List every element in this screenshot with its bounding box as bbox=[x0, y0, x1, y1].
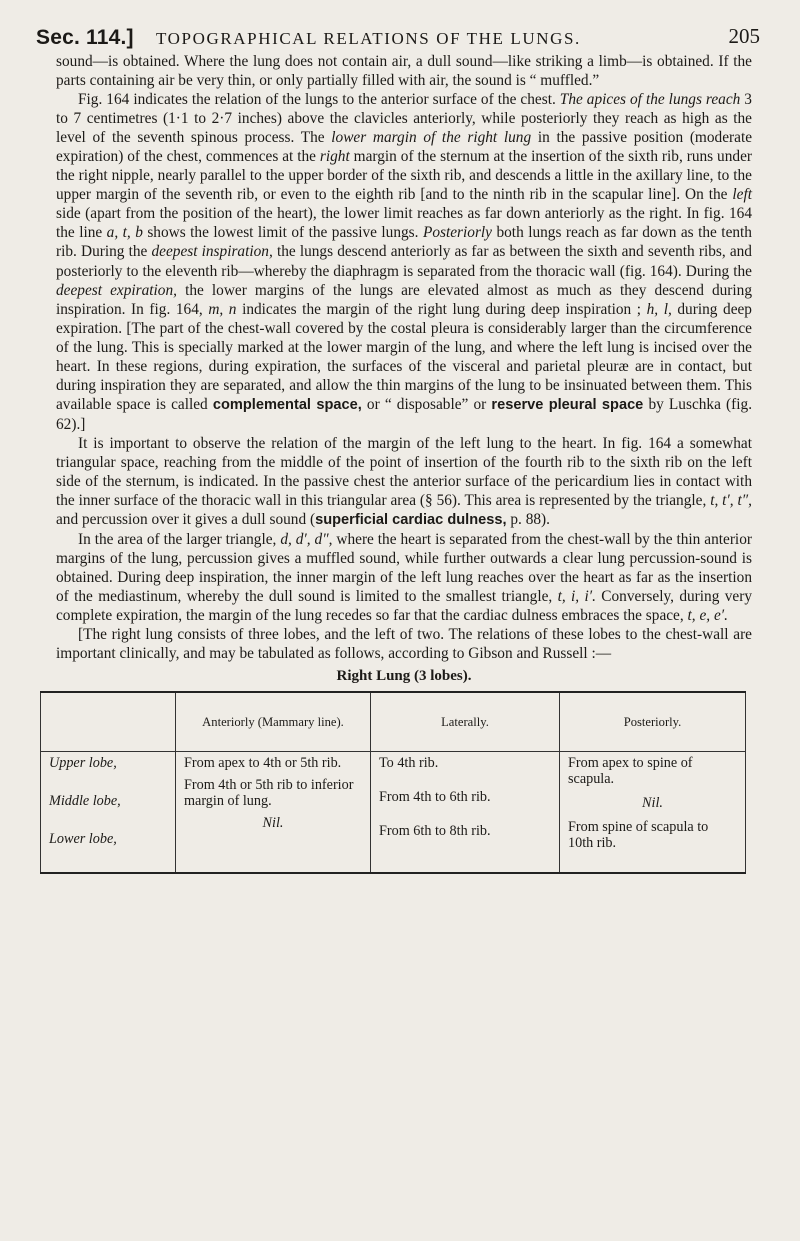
header-blank bbox=[41, 692, 176, 752]
bold-term: superficial cardiac dulness, bbox=[315, 512, 507, 529]
text-run: by Luschka (fig. 62).] bbox=[56, 395, 753, 433]
posterior-middle: Nil. bbox=[642, 794, 663, 811]
table-body-row bbox=[41, 751, 746, 873]
table-title: Right Lung (3 lobes). bbox=[336, 667, 472, 684]
anterior-upper: From apex to 4th or 5th rib. bbox=[184, 754, 342, 771]
lobe-names-cell bbox=[41, 751, 176, 873]
paragraph bbox=[56, 434, 752, 530]
text-run: and percussion over it gives a dull sound ( bbox=[56, 511, 316, 529]
text-run: the lungs descend anteriorly as far as between the sixth and seventh ribs, and posteriorly to the eleventh rib—whereby the diaphragm is separated from the thoracic wall (fig. 164). During the bbox=[56, 243, 752, 280]
text-run: shows the lowest limit of the passive lungs. bbox=[142, 224, 423, 242]
running-header bbox=[36, 22, 760, 58]
paragraph bbox=[56, 90, 752, 434]
italic-run: t, e, e′. bbox=[687, 607, 728, 625]
text-run: during deep expiration. [The part of the chest-wall covered by the costal pleura is considerably larger than the circumference of the lung. This is specially marked at the lower margin of the lung, and where the left lung is incised over the heart. In these regions, during expiration, the surfaces of the visceral and parietal pleuræ are in contact, but during inspiration they are separated, and allow the thin margins of the lung to be insinuated between them. This available space is called bbox=[56, 300, 752, 413]
italic-run: The apices of the lungs reach bbox=[559, 91, 741, 109]
section-label: Sec. 114.] bbox=[36, 26, 134, 49]
body-text bbox=[56, 52, 752, 664]
italic-run: deepest inspiration, bbox=[151, 243, 273, 261]
italic-run: Posteriorly bbox=[422, 224, 492, 242]
text-run: in the passive position (moderate expiration) of the chest, commences at the bbox=[56, 129, 753, 166]
italic-run: a, t, b bbox=[106, 224, 143, 242]
lobe-lower: Lower lobe, bbox=[49, 830, 117, 847]
anterior-middle: From 4th or 5th rib to inferior margin of lung. bbox=[184, 776, 354, 809]
italic-run: t, i, i′. bbox=[557, 588, 596, 606]
posteriorly-cell bbox=[560, 751, 746, 873]
paragraph bbox=[56, 625, 752, 663]
text-run: 3 to 7 centimetres (1·1 to 2·7 inches) above the clavicles anteriorly, while posteriorly they reach as high as the level of the seventh spinous process. The bbox=[56, 91, 752, 147]
text-run: In the area of the larger triangle, bbox=[78, 531, 281, 549]
italic-run: d, d′, d″, bbox=[280, 531, 333, 549]
lateral-middle: From 4th to 6th rib. bbox=[379, 788, 491, 805]
text-run: Conversely, during very complete expiration, the margin of the lung recedes so far that the cardiac dulness embraces the space, bbox=[56, 588, 753, 625]
page-number: 205 bbox=[728, 24, 760, 48]
header-anteriorly: Anteriorly (Mammary line). bbox=[176, 692, 371, 752]
italic-run: h, l, bbox=[646, 300, 672, 318]
paragraph bbox=[56, 530, 752, 625]
text-run: p. 88). bbox=[506, 511, 550, 529]
anteriorly-cell bbox=[176, 751, 371, 873]
header-posteriorly: Posteriorly. bbox=[560, 692, 746, 752]
italic-run: left bbox=[732, 186, 752, 204]
text-run: margin of the sternum at the insertion of the sixth rib, runs under the right nipple, nearly parallel to the upper border of the sixth rib, and descends a little in the axillary line, to the upper margin of the seventh rib, or even to the eighth rib [and to the ninth rib in the scapular line]. On the bbox=[56, 148, 752, 204]
text-run: the lower margins of the lungs are elevated almost as much as they descend during inspiration. In fig. 164, bbox=[56, 281, 752, 318]
running-title: TOPOGRAPHICAL RELATIONS OF THE LUNGS. bbox=[156, 29, 581, 48]
lobe-upper: Upper lobe, bbox=[49, 754, 117, 771]
bold-term: reserve pleural space bbox=[491, 396, 644, 413]
lobe-middle: Middle lobe, bbox=[49, 792, 121, 809]
text-run: Fig. 164 indicates the relation of the lungs to the anterior surface of the chest. bbox=[78, 91, 560, 109]
text-run: [The right lung consists of three lobes, and the left of two. The relations of these lobes to the chest-wall are important clinically, and may be tabulated as follows, according to Gibson and Russell :— bbox=[56, 626, 752, 663]
posterior-lower: From spine of scapula to 10th rib. bbox=[568, 818, 709, 851]
text-run: sound—is obtained. Where the lung does not contain air, a dull sound—like striking a limb—is obtained. If the parts containing air be very thin, or only partially filled with air, the sound is “ muffled.” bbox=[56, 53, 752, 90]
lateral-upper: To 4th rib. bbox=[379, 754, 439, 771]
laterally-cell bbox=[371, 751, 560, 873]
italic-run: t, t′, t″, bbox=[710, 492, 752, 510]
posterior-upper: From apex to spine of scapula. bbox=[568, 754, 693, 787]
italic-run: lower margin of the right lung bbox=[331, 129, 532, 147]
text-run: where the heart is separated from the chest-wall by the thin anterior margins of the lung, percussion gives a muffled sound, while further outwards a clear lung percussion-sound is obtained. During deep inspiration, the inner margin of the left lung reaches over the heart as far as the insertion of the mediastinum, whereby the dull sound is limited to the smallest triangle, bbox=[56, 531, 752, 606]
italic-run: deepest expiration, bbox=[56, 281, 177, 299]
text-run: or “ disposable” or bbox=[361, 395, 492, 413]
italic-run: right bbox=[319, 148, 350, 166]
text-run: It is important to observe the relation of the margin of the left lung to the heart. In fig. 164 a somewhat triangular space, reaching from the middle of the point of insertion of the fourth rib to the sixth rib on the left side of the sternum, is indicated. In the passive chest the anterior surface of the pericardium lies in contact with the inner surface of the thoracic wall in this triangular area (§ 56). This area is represented by the triangle, bbox=[56, 434, 752, 510]
lobes-table bbox=[40, 691, 746, 874]
header-laterally: Laterally. bbox=[371, 692, 560, 752]
lateral-lower: From 6th to 8th rib. bbox=[379, 822, 491, 839]
anterior-lower: Nil. bbox=[262, 814, 284, 831]
text-run: both lungs reach as far down as the tenth rib. During the bbox=[56, 224, 752, 261]
bold-term: complemental space, bbox=[212, 396, 362, 413]
text-run: side (apart from the position of the heart), the lower limit reaches as far down anteriorly as the right. In fig. 164 the line bbox=[56, 205, 752, 242]
table-header-row bbox=[41, 692, 746, 752]
text-run: indicates the margin of the right lung during deep inspiration ; bbox=[236, 300, 647, 318]
italic-run: m, n bbox=[208, 300, 237, 318]
